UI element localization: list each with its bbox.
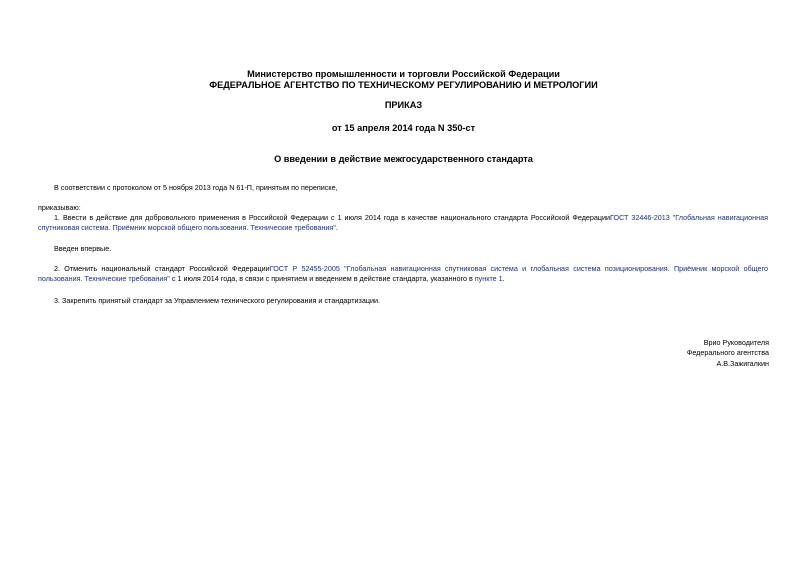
signature-position: Врио Руководителя [703, 338, 769, 347]
item-1-end: . [335, 223, 338, 232]
date-number-heading: от 15 апреля 2014 года N 350-ст [331, 123, 476, 133]
gost-r-52455-link[interactable]: ГОСТ Р 52455-2005 "Глобальная навигационная спутниковая система и глобальная система позиционирования. Приёмник морской общего пользования. Технические требования" [38, 264, 768, 283]
item-2-middle: с 1 июля 2014 года, в связи с принятием и введением в действие стандарта, указанного в [169, 274, 475, 283]
basis-paragraph: В соответствии с протоколом от 5 ноября 2013 года N 61-П, принятым по переписке, [54, 183, 338, 192]
item-1-paragraph [38, 213, 768, 233]
signature-organization: Федерального агентства [686, 348, 769, 357]
signature-name: А.В.Зажигалкин [716, 359, 769, 368]
document-type-heading: ПРИКАЗ [384, 100, 423, 110]
item-3-paragraph: 3. Закрепить принятый стандарт за Управлением технического регулирования и стандартизации. [54, 296, 380, 305]
order-word: приказываю: [38, 203, 81, 212]
item-1-reference-link[interactable]: пункте 1 [474, 274, 503, 283]
item-1-text: 1. Ввести в действие для добровольного применения в Российской Федерации с 1 июля 2014 года в качестве национального стандарта Российской Федерации [54, 213, 611, 222]
item-2-text: 2. Отменить национальный стандарт Российской Федерации [54, 264, 270, 273]
gost-32446-link[interactable]: ГОСТ 32446-2013 "Глобальная навигационная спутниковая система. Приёмник морской общего пользования. Технические требования" [38, 213, 768, 232]
item-2-end: . [502, 274, 505, 283]
ministry-heading: Министерство промышленности и торговли Российской Федерации [247, 69, 560, 79]
item-2-paragraph [38, 264, 768, 284]
subject-heading: О введении в действие межгосударственного стандарта [274, 154, 533, 164]
intro-paragraph: Введен впервые. [54, 244, 112, 253]
agency-heading: ФЕДЕРАЛЬНОЕ АГЕНТСТВО ПО ТЕХНИЧЕСКОМУ РЕГУЛИРОВАНИЮ И МЕТРОЛОГИИ [209, 80, 598, 90]
